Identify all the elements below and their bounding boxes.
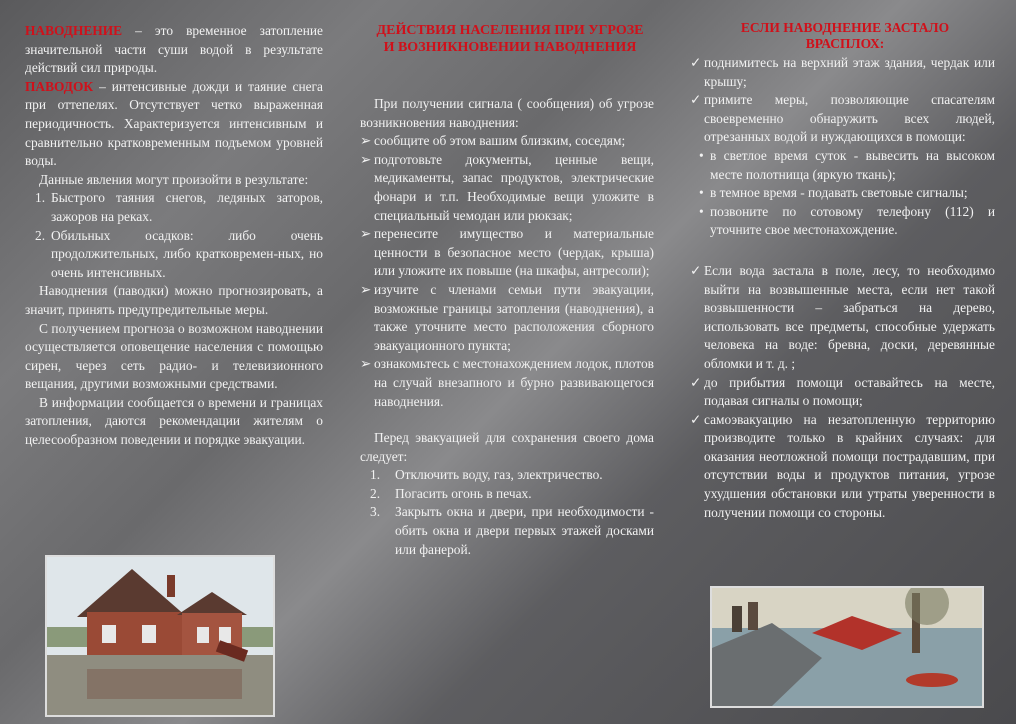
arrow-bullet-icon: ➢ [360,281,372,297]
term-freshet: ПАВОДОК [25,78,94,94]
check-icon: ✓ [690,411,702,427]
list-item: ➢ подготовьте документы, ценные вещи, медикаменты, запас продуктов, электрические фонари и т.п. Необходимые вещи уложите в специальный чемодан или рюкзак; [360,151,654,223]
middle-column [360,95,654,559]
arrow-bullet-icon: ➢ [360,133,372,149]
check-icon: ✓ [690,55,702,70]
list-item: ➢ сообщите об этом вашим близким, соседям; [360,132,654,151]
paragraph-info: В информации сообщается о времени и границах затопления, даются рекомендации жителям о целесообразном поведении и порядке эвакуации. [25,394,323,448]
bullet-icon: • [699,203,704,219]
list-item: ➢ ознакомьтесь с местонахождением лодок, плотов на случай внезапного и бурно развивающегося наводнения. [360,356,654,409]
before-evacuation-intro: Перед эвакуацией для сохранения своего дома следует: [360,430,654,464]
list-item: 2. Погасить огонь в печах. [370,485,532,501]
causes-list [25,189,323,282]
term-flood: НАВОДНЕНИЕ [25,23,123,38]
bullet-icon: • [699,185,704,201]
list-item: 1. Быстрого таяния снегов, ледяных заторов, зажоров на реках. [35,190,323,224]
signal-intro: При получении сигнала ( сообщения) об угрозе возникновения наводнения: [360,96,654,130]
check-icon: ✓ [690,262,702,278]
steps-list [360,466,654,559]
causes-intro: Данные явления могут произойти в результате: [39,171,309,187]
list-item: • в темное время - подавать световые сигналы; [690,184,995,203]
list-item: ➢ изучите с членами семьи пути эвакуации, возможные границы затопления (наводнения), а также уточните место расположения сборного эвакуационного пункта; [360,281,654,353]
list-item: • в светлое время суток - вывесить на высоком месте полотнища (яркую ткань); [699,147,995,182]
definition-flood: НАВОДНЕНИЕ – это временное затопление значительной части суши водой в результате действий сил природы. [25,23,323,76]
check-icon: ✓ [690,374,702,390]
arrow-bullet-icon: ➢ [360,226,372,242]
right-title: ЕСЛИ НАВОДНЕНИЕ ЗАСТАЛО ВРАСПЛОХ: [740,20,950,51]
list-item: 2. Обильных осадков: либо очень продолжительных, либо кратковремен-ных, но очень интенсивных. [35,227,323,280]
middle-title: ДЕЙСТВИЯ НАСЕЛЕНИЯ ПРИ УГРОЗЕ И ВОЗНИКНОВЕНИИ НАВОДНЕНИЯ [376,23,644,55]
list-item: 1. Отключить воду, газ, электричество. [370,467,603,483]
flood-illustration [710,586,984,708]
check-icon: ✓ [690,92,702,108]
paragraph-warning: С получением прогноза о возможном наводнении осуществляется оповещение населения с помощью сирен, через сеть радио- и телевизионного вещания, другими возможными средствами. [25,320,323,392]
flooded-house-photo [45,555,275,717]
list-item: ✓ самоэвакуацию на незатопленную территорию производите только в крайних случаях: для оказания неотложной помощи пострадавшим, при отсутствии воды и продуктов питания, угрозе ухудшения обстановки или утраты уверенности в получении помощи со стороны. [690,411,995,520]
right-column [690,54,995,522]
list-item: ✓ примите меры, позволяющие спасателям своевременно обнаружить всех людей, отрезанных водой и нуждающихся в помощи: [690,92,995,145]
bullet-icon: • [699,147,704,163]
arrow-bullet-icon: ➢ [360,151,372,167]
left-column [25,22,323,450]
list-item: • позвоните по сотовому телефону (112) и уточните свое местонахождение. [699,203,995,238]
definition-freshet: ПАВОДОК – интенсивные дожди и таяние снега при оттепелях. Отсутствует четко выраженная периодичность. Характеризуется интенсивным и сравнительно кратковременным подъемом уровней воды. [25,78,323,169]
arrow-bullet-icon: ➢ [360,356,372,372]
list-item: ➢ перенесите имущество и материальные ценности в безопасное место (чердак, крыша) или уложите их повыше (на шкафы, антресоли); [360,226,654,279]
list-item: ✓ до прибытия помощи оставайтесь на месте, подавая сигналы о помощи; [690,374,995,409]
list-item: ✓ поднимитесь на верхний этаж здания, чердак или крышу; [690,55,995,89]
list-item: 3. Закрыть окна и двери, при необходимости - обить окна и двери первых этажей досками или фанерой. [370,504,654,557]
list-item: ✓ Если вода застала в поле, лесу, то необходимо выйти на возвышенные места, если нет такой возвышенности – забраться на дерево, использовать все предметы, способные удержать человека на воде: бревна, доски, деревянные обломки и т. д. ; [690,262,995,371]
paragraph-forecast: Наводнения (паводки) можно прогнозировать, а значит, принять предупредительные меры. [25,283,323,317]
